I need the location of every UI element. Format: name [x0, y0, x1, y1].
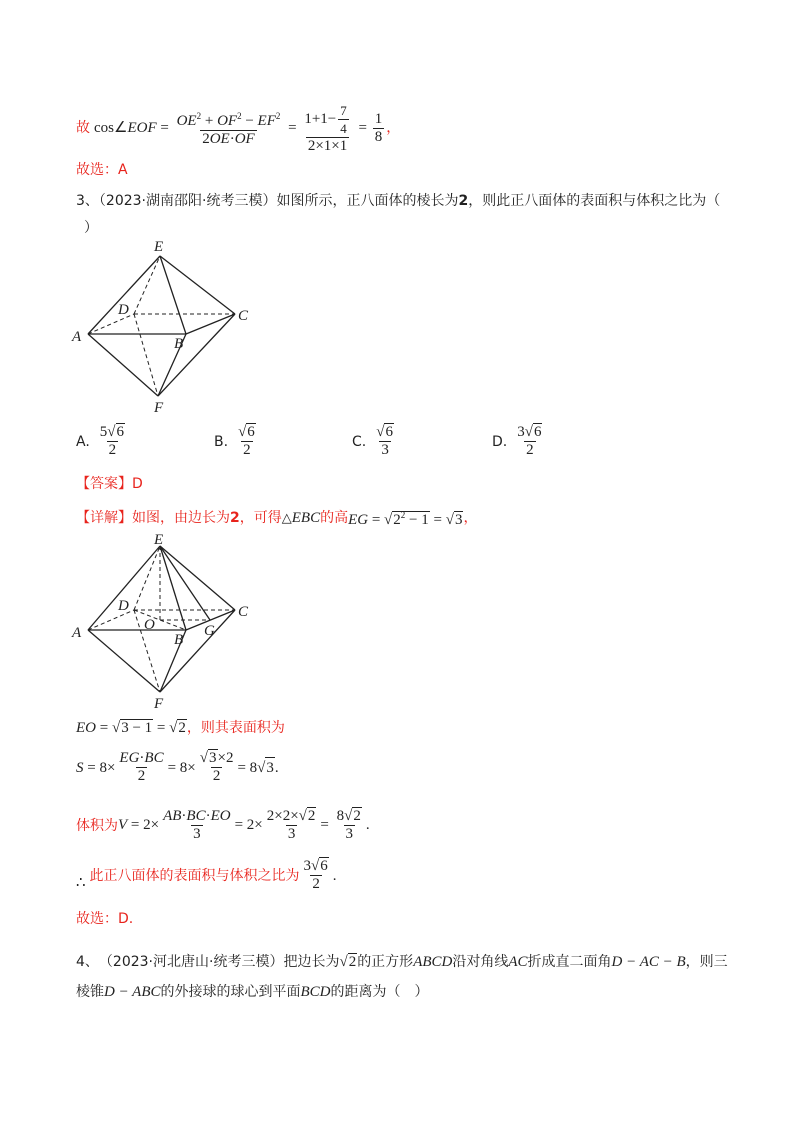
label-o: O [144, 617, 155, 633]
detail-line: 【详解】 如图，由边长为 2 ，可得 △EBC 的高 EG = $√2^2 - 1 = √3$ ， [76, 509, 478, 528]
edge-ec [160, 256, 235, 314]
label-a: A [72, 329, 82, 345]
label-c: C [238, 308, 249, 324]
question-text-b: ，则此正八面体的表面积与体积之比为（ [468, 193, 721, 209]
option-a[interactable]: A. $\frac{5√6}{2}$ [76, 424, 125, 458]
label-e: E [154, 532, 164, 548]
label-f: F [154, 400, 164, 416]
question-4: 4、 （2023·河北唐山·统考三模） 把边长为 √2 的正方形 ABCD 沿对角线 AC 折成直二面角 D − AC − B ，则三 [76, 954, 728, 970]
question-edge: 2 [458, 193, 469, 209]
edge-eb [160, 256, 186, 334]
edge-bc [186, 314, 235, 334]
question-3 [76, 191, 720, 211]
edge-ae [88, 256, 160, 334]
answer-tag: 【答案】 [76, 476, 132, 492]
cos-formula: cos∠EOF = $\frac{OE^2 + OF^2 - EF^2}{2OE\cdot OF}$ = 1+1− $\frac{7}{4}$ 2×1×1 = $\frac{1}{8}$ [94, 102, 383, 154]
answer-value: D [132, 476, 143, 492]
answer-line-1: 故选：A [76, 162, 128, 178]
label-d: D [118, 598, 129, 614]
label-g: G [204, 623, 215, 639]
volume-line: 体积为 V = 2× $\frac{AB\cdot BC\cdot EO}{3}$ = 2× $\frac{2\times 2\times√2}{3}$ = $\frac{8√2}{3}$ . [76, 808, 370, 842]
option-b[interactable]: B. $\frac{√6}{2}$ [214, 424, 255, 458]
label-b: B [174, 632, 184, 648]
edge-af [88, 334, 158, 396]
edge-de [134, 256, 160, 314]
option-c[interactable]: C. $\frac{√6}{3}$ [352, 424, 393, 458]
ratio-line: ∴ 此正八面体的表面积与体积之比为 $\frac{3√6}{2}$ . [76, 858, 337, 892]
label-c: C [238, 604, 249, 620]
eo-line: EO = √3 − 1 = √2 ，则其表面积为 [76, 720, 285, 736]
label-f: F [154, 696, 164, 712]
label-e: E [154, 239, 164, 255]
octahedron-figure-1 [70, 236, 260, 416]
surface-area-line: S = 8× $\frac{EG\cdot BC}{2}$ = 8× $\frac{√3\times 2}{2}$ = 8√ 3 . [76, 750, 279, 784]
answer-line [76, 474, 143, 494]
question-source: （2023·湖南邵阳·统考三模） [98, 193, 277, 209]
question-3-cont: ） [84, 220, 98, 236]
answer-line-2: 故选：D. [76, 911, 134, 927]
formula-prefix: 故 [76, 120, 90, 136]
edge-df [134, 314, 158, 396]
octahedron-figure-2 [70, 532, 260, 712]
cos-formula-line [76, 98, 400, 158]
label-b: B [174, 336, 184, 352]
label-d: D [118, 302, 129, 318]
question-4-cont: 棱锥 D − ABC 的外接球的球心到平面 BCD 的距离为（ ） [76, 984, 429, 1000]
formula-suffix: ， [386, 120, 401, 136]
option-d[interactable]: D. $\frac{3√6}{2}$ [492, 424, 542, 458]
question-number: 3、 [76, 193, 99, 209]
edge-cf [158, 314, 235, 396]
question-text-a: 如图所示，正八面体的棱长为 [276, 193, 459, 209]
label-a: A [72, 625, 82, 641]
